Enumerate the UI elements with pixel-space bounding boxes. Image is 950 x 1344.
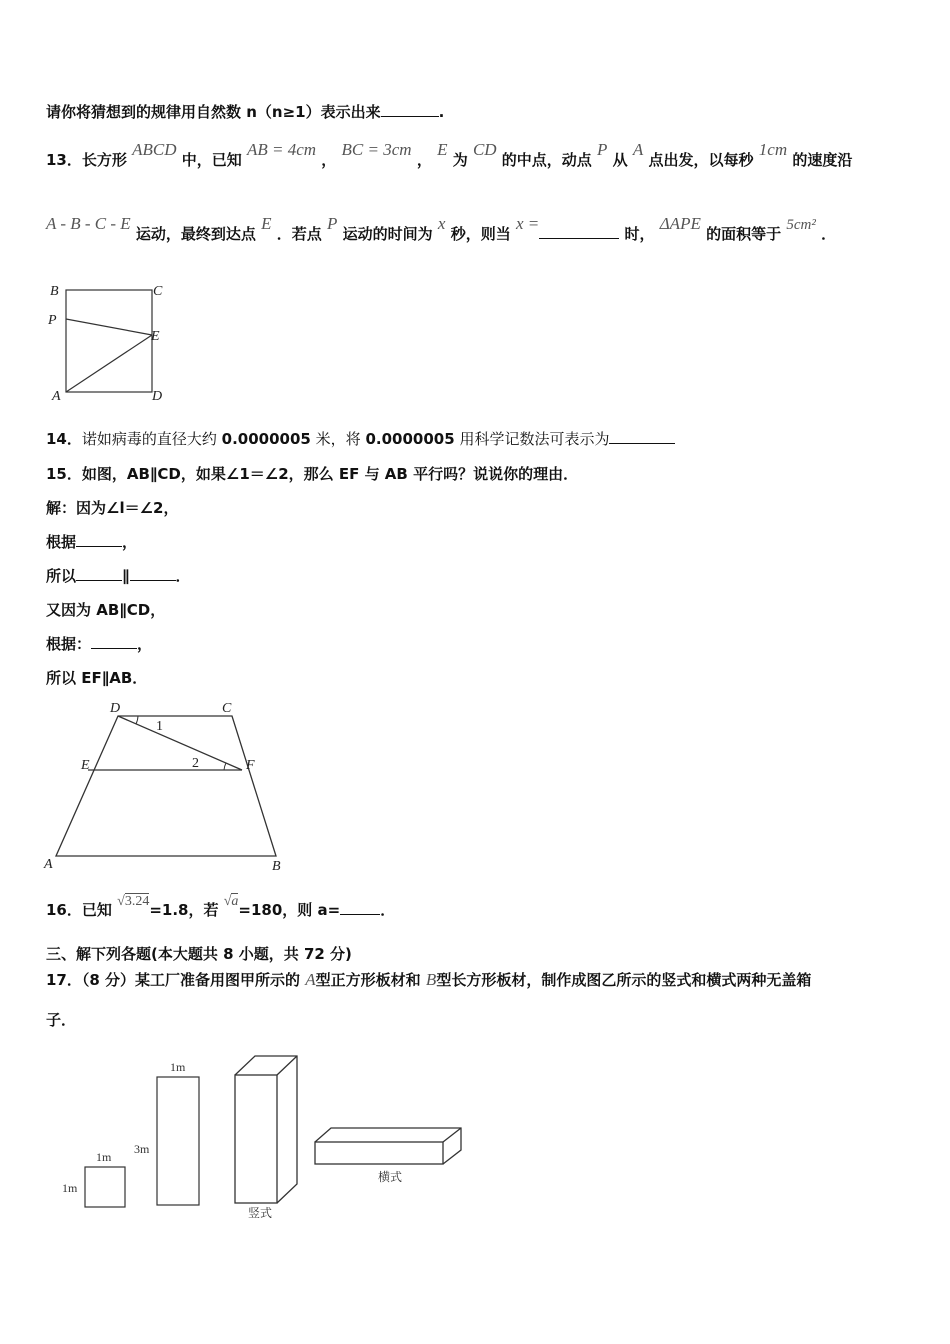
rectangle-abcd xyxy=(66,290,152,392)
answer-blank xyxy=(76,532,122,547)
q15-line1: 15．如图，AB∥CD，如果∠1＝∠2，那么 EF 与 AB 平行吗？说说你的理由． xyxy=(46,465,579,483)
q17-line1: 17．（8 分）某工厂准备用图甲所示的 A型正方形板材和 B型长方形板材，制作成图乙所示的竖式和横式两种无盖箱 xyxy=(46,970,812,989)
intro-text: 请你将猜想到的规律用自然数 n（n≥1）表示出来 xyxy=(46,103,381,121)
label-a: A xyxy=(44,857,53,872)
label-square-left: 1m xyxy=(62,1181,78,1195)
answer-blank xyxy=(539,224,619,239)
sqrt-expression: √3.24 xyxy=(117,894,150,909)
rectangle-board xyxy=(157,1077,199,1205)
answer-blank xyxy=(381,102,439,117)
question-number: 17． xyxy=(46,971,82,989)
q15-line4: 所以 ∥ ． xyxy=(46,567,191,585)
answer-blank xyxy=(76,566,122,581)
angle2-arc xyxy=(224,763,226,770)
q15-line7: 所以 EF∥AB． xyxy=(46,669,148,687)
segment-pe xyxy=(66,319,152,335)
label-p: P xyxy=(48,313,57,328)
intro-line: 请你将猜想到的规律用自然数 n（n≥1）表示出来 . xyxy=(46,103,445,121)
sqrt-expression: √a xyxy=(223,894,239,909)
label-d: D xyxy=(152,389,163,404)
segment-df xyxy=(118,716,242,770)
horizontal-box xyxy=(315,1128,461,1164)
q13-line1: 13．长方形 ABCD 中，已知 AB = 4cm ， BC = 3cm ， E 为 CD 的中点，动点 P 从 A 点出发，以每秒 1cm 的速度沿 xyxy=(46,140,853,169)
angle1-arc xyxy=(136,716,138,724)
label-d: D xyxy=(110,701,121,716)
label-c: C xyxy=(153,284,163,299)
label-square-top: 1m xyxy=(96,1150,112,1164)
q17-boxes-figure xyxy=(56,1050,486,1230)
segment-ae xyxy=(66,335,152,392)
q15-trapezoid-figure xyxy=(40,696,300,878)
question-number: 13． xyxy=(46,151,82,169)
q16-line: 16．已知 √3.24=1.8，若 √a=180，则 a= ． xyxy=(46,894,396,919)
answer-blank xyxy=(130,566,176,581)
label-a: A xyxy=(52,389,61,404)
question-number: 14． xyxy=(46,430,82,448)
label-horizontal: 横式 xyxy=(378,1170,403,1184)
label-e: E xyxy=(151,329,160,344)
label-rect-left: 3m xyxy=(134,1142,150,1156)
vertical-box xyxy=(235,1056,297,1203)
q15-line6: 根据： ， xyxy=(46,635,153,653)
q17-line2: 子． xyxy=(46,1011,77,1029)
question-number: 16． xyxy=(46,901,82,919)
q14-line: 14．诺如病毒的直径大约 0.0000005 米，将 0.0000005 用科学记数法可表示为 xyxy=(46,429,675,449)
q13-rectangle-figure xyxy=(40,280,180,408)
label-e: E xyxy=(81,758,90,773)
answer-blank xyxy=(340,900,380,915)
q13-line2: A - B - C - E 运动，最终到达点 E ．若点 P 运动的时间为 x 秒，则当 x = 时， ΔAPE 的面积等于 5cm² ． xyxy=(46,214,837,243)
label-c: C xyxy=(222,701,232,716)
q15-line2: 解：因为∠l＝∠2， xyxy=(46,499,179,517)
label-f: F xyxy=(246,758,255,773)
label-b: B xyxy=(50,284,59,299)
q15-line3: 根据 ， xyxy=(46,533,138,551)
section-title: 三、解下列各题(本大题共 8 小题，共 72 分) xyxy=(46,945,352,963)
q15-line5: 又因为 AB∥CD， xyxy=(46,601,166,619)
square-board xyxy=(85,1167,125,1207)
answer-blank xyxy=(609,429,675,444)
label-angle2: 2 xyxy=(192,756,199,771)
question-number: 15． xyxy=(46,465,82,483)
label-angle1: 1 xyxy=(156,719,163,734)
label-vertical: 竖式 xyxy=(248,1206,273,1220)
label-rect-top: 1m xyxy=(170,1060,186,1074)
answer-blank xyxy=(91,634,137,649)
label-b: B xyxy=(272,859,281,874)
